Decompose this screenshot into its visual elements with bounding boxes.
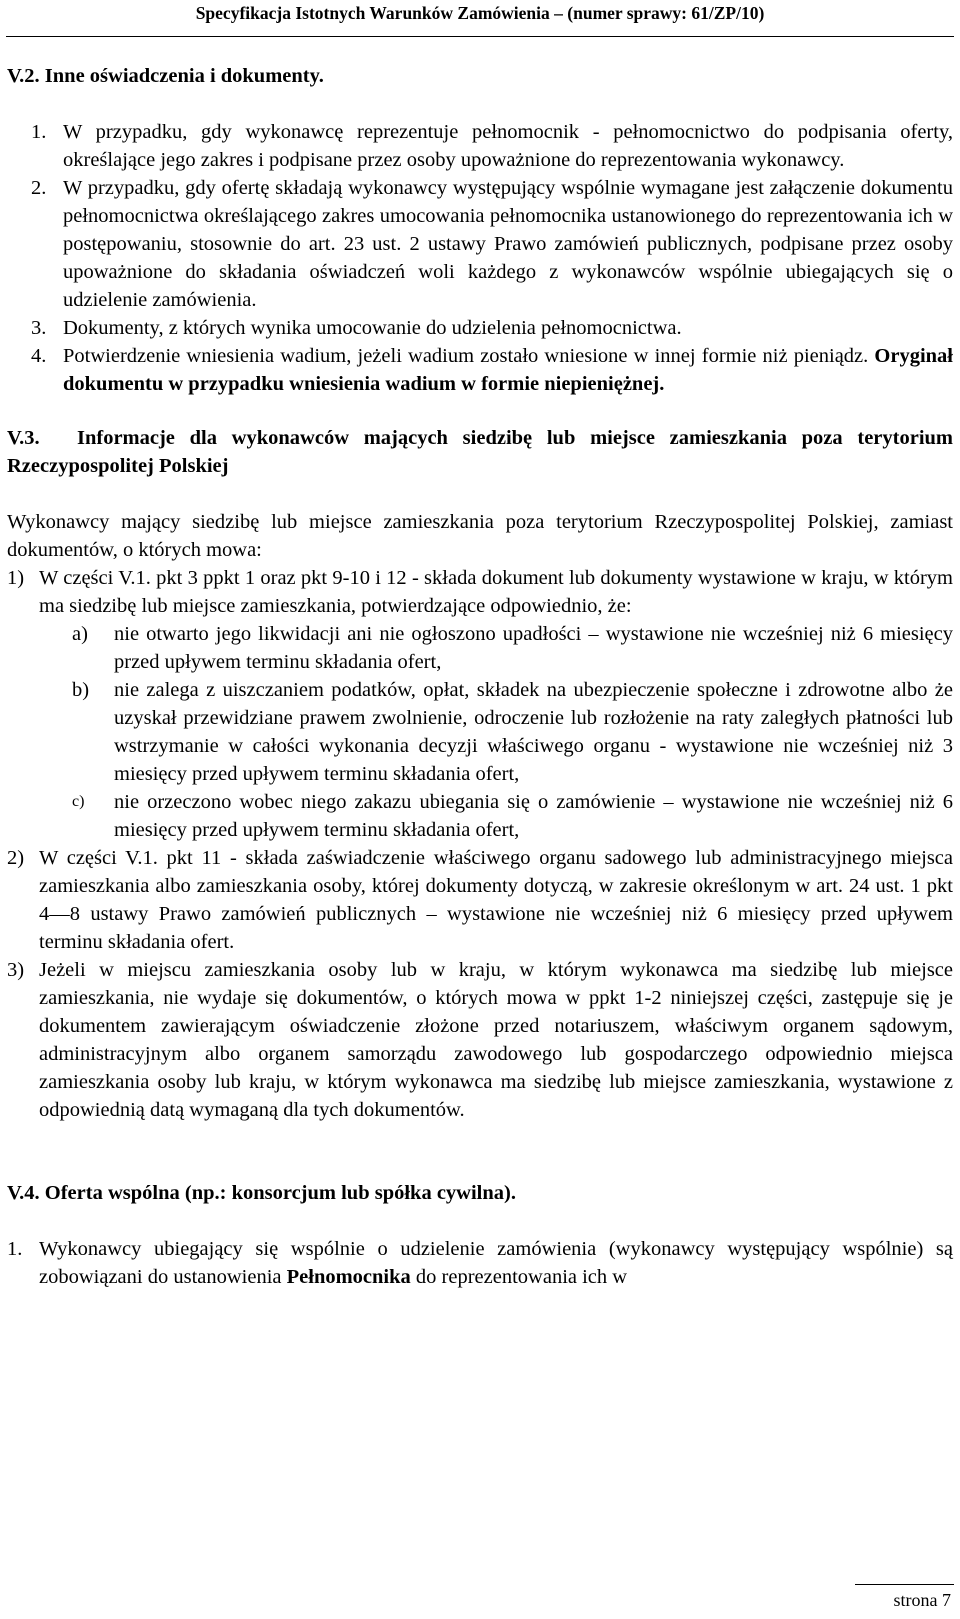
v2-item-text: Dokumenty, z których wynika umocowanie do udzielenia pełnomocnictwa. bbox=[63, 317, 682, 339]
header-rule bbox=[6, 36, 954, 37]
section-v4-title: V.4. Oferta wspólna (np.: konsorcjum lub spółka cywilna). bbox=[7, 1182, 516, 1204]
v2-item-number: 2. bbox=[31, 177, 47, 199]
page-header: Specyfikacja Istotnych Warunków Zamówienia – (numer sprawy: 61/ZP/10) bbox=[195, 3, 765, 23]
v3-subitem-letter: a) bbox=[72, 623, 88, 645]
v2-item-text bbox=[63, 342, 953, 398]
v3-subitem-c bbox=[72, 788, 953, 844]
footer-rule bbox=[855, 1584, 954, 1585]
page-number: strona 7 bbox=[893, 1590, 951, 1610]
section-v3-title bbox=[7, 424, 953, 480]
v2-item-1 bbox=[31, 118, 953, 174]
v2-item-text: W przypadku, gdy ofertę składają wykonawcy występujący wspólnie wymagane jest załączenie dokumentu pełnomocnictwa określającego zakres umocowania pełnomocnika ustanowionego do reprezentowania ich w postępowaniu, stosownie do art. 23 ust. 2 ustawy Prawo zamówień publicznych, podpisane przez osoby upoważnione do składania oświadczeń woli każdego z wykonawców wspólnie ubiegających się o udzielenie zamówienia. bbox=[63, 177, 953, 311]
v3-subitem-b bbox=[72, 676, 953, 788]
v3-item-number: 3) bbox=[7, 959, 25, 981]
v3-subitem-letter: c) bbox=[72, 793, 85, 810]
v4-item-1-after: do reprezentowania ich w bbox=[415, 1266, 628, 1288]
v3-item-3 bbox=[7, 956, 953, 1124]
section-v3-title-text: Informacje dla wykonawców mających siedzibę lub miejsce zamieszkania poza terytorium Rzeczypospolitej Polskiej bbox=[7, 427, 953, 477]
v3-item-text: W części V.1. pkt 11 - składa zaświadczenie właściwego organu sadowego lub administracyjnego miejsca zamieszkania albo zamieszkania osoby, której dokumenty dotyczą, w zakresie określonym w art. 24 ust. 1 pkt 4—8 ustawy Prawo zamówień publicznych – wystawione nie wcześniej niż 6 miesięcy przed upływem terminu składania ofert. bbox=[39, 847, 953, 953]
v3-item-1 bbox=[7, 564, 953, 620]
v3-subitem-a bbox=[72, 620, 953, 676]
page-content bbox=[7, 62, 953, 1291]
v4-item-text bbox=[39, 1235, 953, 1291]
v3-subitem-text: nie otwarto jego likwidacji ani nie ogłoszono upadłości – wystawione nie wcześniej niż 6 miesięcy przed upływem terminu składania ofert, bbox=[114, 623, 953, 673]
v2-item-number: 1. bbox=[31, 121, 47, 143]
section-v3-intro: Wykonawcy mający siedzibę lub miejsce zamieszkania poza terytorium Rzeczypospolitej Polskiej, zamiast dokumentów, o których mowa: bbox=[7, 511, 953, 561]
v2-item-4-plain: Potwierdzenie wniesienia wadium, jeżeli wadium zostało wniesione w innej formie niż pieniądz. bbox=[63, 345, 869, 367]
v4-item-number: 1. bbox=[7, 1238, 23, 1260]
section-v3-number: V.3. bbox=[7, 427, 40, 449]
v2-item-3 bbox=[31, 314, 953, 342]
section-v2-title: V.2. Inne oświadczenia i dokumenty. bbox=[7, 65, 324, 87]
v2-item-4-bold: Oryginał dokumentu w przypadku wniesienia wadium w formie niepieniężnej. bbox=[63, 345, 953, 395]
v3-item-2 bbox=[7, 844, 953, 956]
v4-item-1 bbox=[7, 1235, 953, 1291]
v2-item-number: 3. bbox=[31, 317, 47, 339]
v3-subitem-text: nie zalega z uiszczaniem podatków, opłat, składek na ubezpieczenie społeczne i zdrowotne albo że uzyskał przewidziane prawem zwolnienie, odroczenie lub rozłożenie na raty zaległych płatności lub wstrzymanie w całości wykonania decyzji właściwego organu - wystawione nie wcześniej niż 3 miesięcy przed upływem terminu składania ofert, bbox=[114, 679, 953, 785]
v4-item-1-bold: Pełnomocnika bbox=[286, 1266, 411, 1288]
v4-item-1-before: Wykonawcy ubiegający się wspólnie o udzielenie zamówienia (wykonawcy występujący wspólnie) są zobowiązani do ustanowienia bbox=[39, 1238, 953, 1288]
v3-item-text: Jeżeli w miejscu zamieszkania osoby lub w kraju, w którym wykonawca ma siedzibę lub miejsce zamieszkania, nie wydaje się dokumentów, o których mowa w ppkt 1-2 niniejszej części, zastępuje się je dokumentem zawierającym oświadczenie złożone przed notariuszem, właściwym organem sądowym, administracyjnym albo organem samorządu zawodowego lub gospodarczego odpowiednio miejsca zamieszkania osoby lub kraju, w którym wykonawca ma siedzibę lub miejsce zamieszkania, wystawione z odpowiednią datą wymaganą dla tych dokumentów. bbox=[39, 959, 953, 1121]
v2-item-4 bbox=[31, 342, 953, 398]
v3-item-number: 1) bbox=[7, 567, 25, 589]
v3-item-number: 2) bbox=[7, 847, 25, 869]
v2-item-text: W przypadku, gdy wykonawcę reprezentuje pełnomocnik - pełnomocnictwo do podpisania oferty, określające jego zakres i podpisane przez osoby upoważnione do reprezentowania wykonawcy. bbox=[63, 121, 953, 171]
v3-subitem-letter: b) bbox=[72, 679, 90, 701]
v3-subitem-text: nie orzeczono wobec niego zakazu ubiegania się o zamówienie – wystawione nie wcześniej niż 6 miesięcy przed upływem terminu składania ofert, bbox=[114, 791, 953, 841]
v3-item-text: W części V.1. pkt 3 ppkt 1 oraz pkt 9-10 i 12 - składa dokument lub dokumenty wystawione w kraju, w którym ma siedzibę lub miejsce zamieszkania, potwierdzające odpowiednio, że: bbox=[39, 567, 953, 617]
v2-item-2 bbox=[31, 174, 953, 314]
v2-item-number: 4. bbox=[31, 345, 47, 367]
